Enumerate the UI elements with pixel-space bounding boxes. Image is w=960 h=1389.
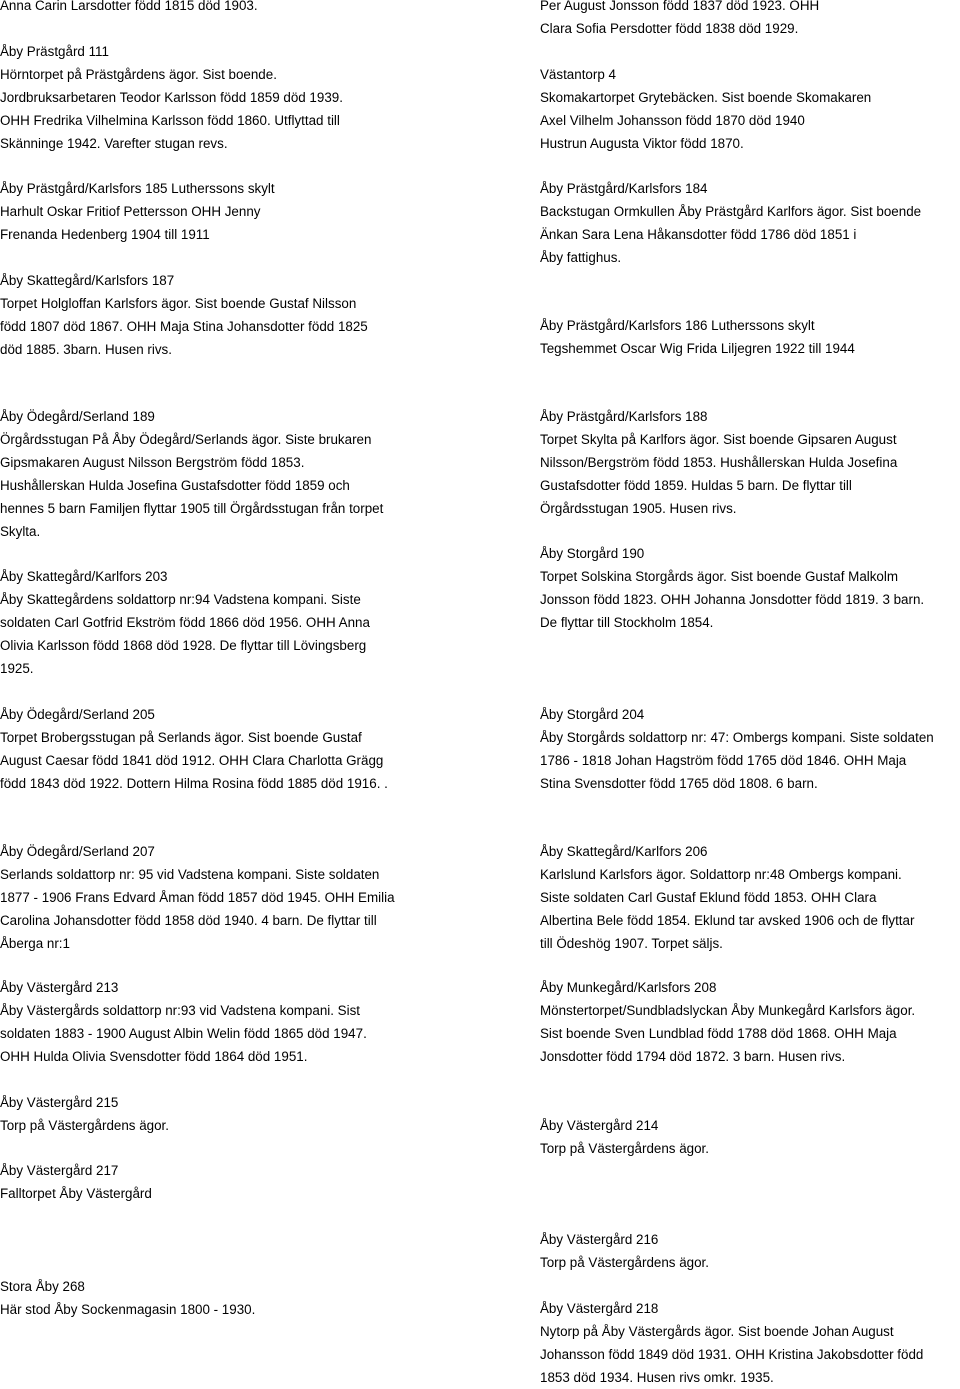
entry-block — [540, 314, 855, 360]
text-line: Torpet Brobergsstugan på Serlands ägor. Sist boende Gustaf — [0, 730, 362, 745]
text-line: Gipsmakaren August Nilsson Bergström född 1853. — [0, 455, 305, 470]
text-line: Åby Storgårds soldattorp nr: 47: Ombergs kompani. Siste soldaten — [540, 730, 934, 745]
text-line: Åby Skattegård/Karlfors 206 — [540, 844, 708, 859]
text-line: Per August Jonsson född 1837 död 1923. OHH — [540, 0, 820, 13]
text-line: född 1843 död 1922. Dottern Hilma Rosina född 1885 död 1916. . — [0, 776, 388, 791]
text-line: Tegshemmet Oscar Wig Frida Liljegren 1922 till 1944 — [540, 341, 855, 356]
entry-block — [540, 542, 924, 634]
text-line: Serlands soldattorp nr: 95 vid Vadstena kompani. Siste soldaten — [0, 867, 380, 882]
text-line: Torp på Västergårdens ägor. — [540, 1255, 709, 1270]
text-line: Örgårdsstugan 1905. Husen rivs. — [540, 501, 737, 516]
entry-block — [540, 405, 897, 520]
text-line: 1786 - 1818 Johan Hagström född 1765 död 1846. OHH Maja — [540, 753, 907, 768]
text-line: Mönstertorpet/Sundbladslyckan Åby Munkegård Karlsfors ägor. — [540, 1003, 916, 1018]
text-line: Hustrun Augusta Viktor född 1870. — [540, 136, 744, 151]
text-line: Åby Prästgård/Karlsfors 188 — [540, 409, 708, 424]
text-line: Harhult Oskar Fritiof Pettersson OHH Jenny — [0, 204, 261, 219]
text-line: Carolina Johansdotter född 1858 död 1940. 4 barn. De flyttar till — [0, 913, 377, 928]
text-line: 1877 - 1906 Frans Edvard Åman född 1857 död 1945. OHH Emilia — [0, 890, 395, 905]
text-line: Karlslund Karlsfors ägor. Soldattorp nr:48 Ombergs kompani. — [540, 867, 902, 882]
entry-block — [0, 1275, 255, 1321]
text-line: Albertina Bele född 1854. Eklund tar avsked 1906 och de flyttar — [540, 913, 915, 928]
text-line: Åberga nr:1 — [0, 936, 70, 951]
text-line: Åby Västergård 217 — [0, 1163, 119, 1178]
text-line: Torpet Solskina Storgårds ägor. Sist boende Gustaf Malkolm — [540, 569, 899, 584]
text-line: Stina Svensdotter född 1765 död 1808. 6 barn. — [540, 776, 818, 791]
text-line: Änkan Sara Lena Håkansdotter född 1786 död 1851 i — [540, 227, 857, 242]
text-line: Åby Västergård 215 — [0, 1095, 119, 1110]
entry-block — [0, 177, 275, 246]
text-line: Åby Storgård 190 — [540, 546, 645, 561]
text-line: Åby Storgård 204 — [540, 707, 645, 722]
text-line: Johansson född 1849 död 1931. OHH Kristina Jakobsdotter född — [540, 1347, 924, 1362]
text-line: Hushållerskan Hulda Josefina Gustafsdotter född 1859 och — [0, 478, 350, 493]
text-line: Olivia Karlsson född 1868 död 1928. De flyttar till Lövingsberg — [0, 638, 367, 653]
text-line: Falltorpet Åby Västergård — [0, 1186, 152, 1201]
text-line: 1925. — [0, 661, 34, 676]
text-line: Åby Prästgård/Karlsfors 186 Lutherssons skylt — [540, 318, 815, 333]
text-line — [0, 17, 343, 40]
text-line: Åby Skattegård/Karlfors 203 — [0, 569, 168, 584]
entry-block — [540, 976, 915, 1068]
text-line: Örgårdsstugan På Åby Ödegård/Serlands ägor. Siste brukaren — [0, 432, 372, 447]
text-line: OHH Fredrika Vilhelmina Karlsson född 1860. Utflyttad till — [0, 113, 340, 128]
entry-block — [540, 0, 819, 40]
entry-block — [0, 269, 368, 361]
entry-block — [0, 840, 395, 955]
text-line: Åby fattighus. — [540, 250, 622, 265]
entry-block — [540, 840, 914, 955]
text-line: Skänninge 1942. Varefter stugan revs. — [0, 136, 228, 151]
text-line: Nilsson/Bergström född 1853. Hushållerskan Hulda Josefina — [540, 455, 898, 470]
text-line: Axel Vilhelm Johansson född 1870 död 1940 — [540, 113, 805, 128]
text-line: Åby Prästgård/Karlsfors 184 — [540, 181, 708, 196]
text-line: August Caesar född 1841 död 1912. OHH Clara Charlotta Grägg — [0, 753, 384, 768]
entry-block — [540, 1114, 709, 1160]
text-line: Torp på Västergårdens ägor. — [0, 1118, 169, 1133]
text-line: Åby Västergård 213 — [0, 980, 119, 995]
text-line: Åby Prästgård 111 — [0, 44, 109, 59]
text-line: Backstugan Ormkullen Åby Prästgård Karlfors ägor. Sist boende — [540, 204, 922, 219]
text-line: Åby Västergård 214 — [540, 1118, 659, 1133]
text-line: Åby Västergård 218 — [540, 1301, 659, 1316]
entry-block — [540, 63, 871, 155]
text-line: Åby Prästgård/Karlsfors 185 Lutherssons skylt — [0, 181, 275, 196]
entry-block — [540, 177, 921, 269]
text-line: Stora Åby 268 — [0, 1279, 85, 1294]
text-line: Nytorp på Åby Västergårds ägor. Sist boende Johan August — [540, 1324, 894, 1339]
entry-block — [540, 1297, 923, 1389]
text-line: Åby Skattegårdens soldattorp nr:94 Vadstena kompani. Siste — [0, 592, 361, 607]
text-line: Frenanda Hedenberg 1904 till 1911 — [0, 227, 210, 242]
text-line: Åby Västergårds soldattorp nr:93 vid Vadstena kompani. Sist — [0, 1003, 361, 1018]
text-line: Clara Sofia Persdotter född 1838 död 1929. — [540, 21, 799, 36]
text-line: Åby Munkegård/Karlsfors 208 — [540, 980, 717, 995]
entry-block — [0, 0, 343, 155]
text-line: Åby Ödegård/Serland 207 — [0, 844, 155, 859]
entry-block — [0, 703, 388, 795]
text-line: Torp på Västergårdens ägor. — [540, 1141, 709, 1156]
entry-block — [540, 703, 934, 795]
text-line: Jonsson född 1823. OHH Johanna Jonsdotter född 1819. 3 barn. — [540, 592, 925, 607]
text-line: Torpet Skylta på Karlfors ägor. Sist boende Gipsaren August — [540, 432, 897, 447]
text-line: soldaten Carl Gotfrid Ekström född 1866 död 1956. OHH Anna — [0, 615, 370, 630]
text-line: Jordbruksarbetaren Teodor Karlsson född 1859 död 1939. — [0, 90, 343, 105]
entry-block — [0, 1159, 152, 1205]
text-line: 1853 död 1934. Husen rivs omkr. 1935. — [540, 1370, 774, 1385]
text-line: Åby Ödegård/Serland 205 — [0, 707, 155, 722]
text-line: Här stod Åby Sockenmagasin 1800 - 1930. — [0, 1302, 256, 1317]
text-line: Åby Västergård 216 — [540, 1232, 659, 1247]
text-line: Skomakartorpet Grytebäcken. Sist boende Skomakaren — [540, 90, 872, 105]
entry-block — [540, 1228, 709, 1274]
entry-block — [0, 976, 367, 1068]
text-line: Hörntorpet på Prästgårdens ägor. Sist boende. — [0, 67, 277, 82]
text-line: Västantorp 4 — [540, 67, 616, 82]
entry-block — [0, 405, 383, 543]
text-line: till Ödeshög 1907. Torpet säljs. — [540, 936, 723, 951]
text-line: Gustafsdotter född 1859. Huldas 5 barn. De flyttar till — [540, 478, 852, 493]
text-line: död 1885. 3barn. Husen rivs. — [0, 342, 172, 357]
text-line: Sist boende Sven Lundblad född 1788 död 1868. OHH Maja — [540, 1026, 897, 1041]
text-line: De flyttar till Stockholm 1854. — [540, 615, 714, 630]
text-line: Siste soldaten Carl Gustaf Eklund född 1853. OHH Clara — [540, 890, 877, 905]
text-line: Jonsdotter född 1794 död 1872. 3 barn. Husen rivs. — [540, 1049, 846, 1064]
text-line: Torpet Holgloffan Karlsfors ägor. Sist boende Gustaf Nilsson — [0, 296, 357, 311]
text-line: soldaten 1883 - 1900 August Albin Welin född 1865 död 1947. — [0, 1026, 367, 1041]
text-line: OHH Hulda Olivia Svensdotter född 1864 död 1951. — [0, 1049, 308, 1064]
text-line: Åby Ödegård/Serland 189 — [0, 409, 155, 424]
entry-block — [0, 1091, 169, 1137]
text-line: Anna Carin Larsdotter född 1815 död 1903. — [0, 0, 258, 13]
text-line: född 1807 död 1867. OHH Maja Stina Johansdotter född 1825 — [0, 319, 368, 334]
text-line: Åby Skattegård/Karlsfors 187 — [0, 273, 175, 288]
text-line: Skylta. — [0, 524, 41, 539]
text-line: hennes 5 barn Familjen flyttar 1905 till Örgårdsstugan från torpet — [0, 501, 384, 516]
entry-block — [0, 565, 370, 680]
